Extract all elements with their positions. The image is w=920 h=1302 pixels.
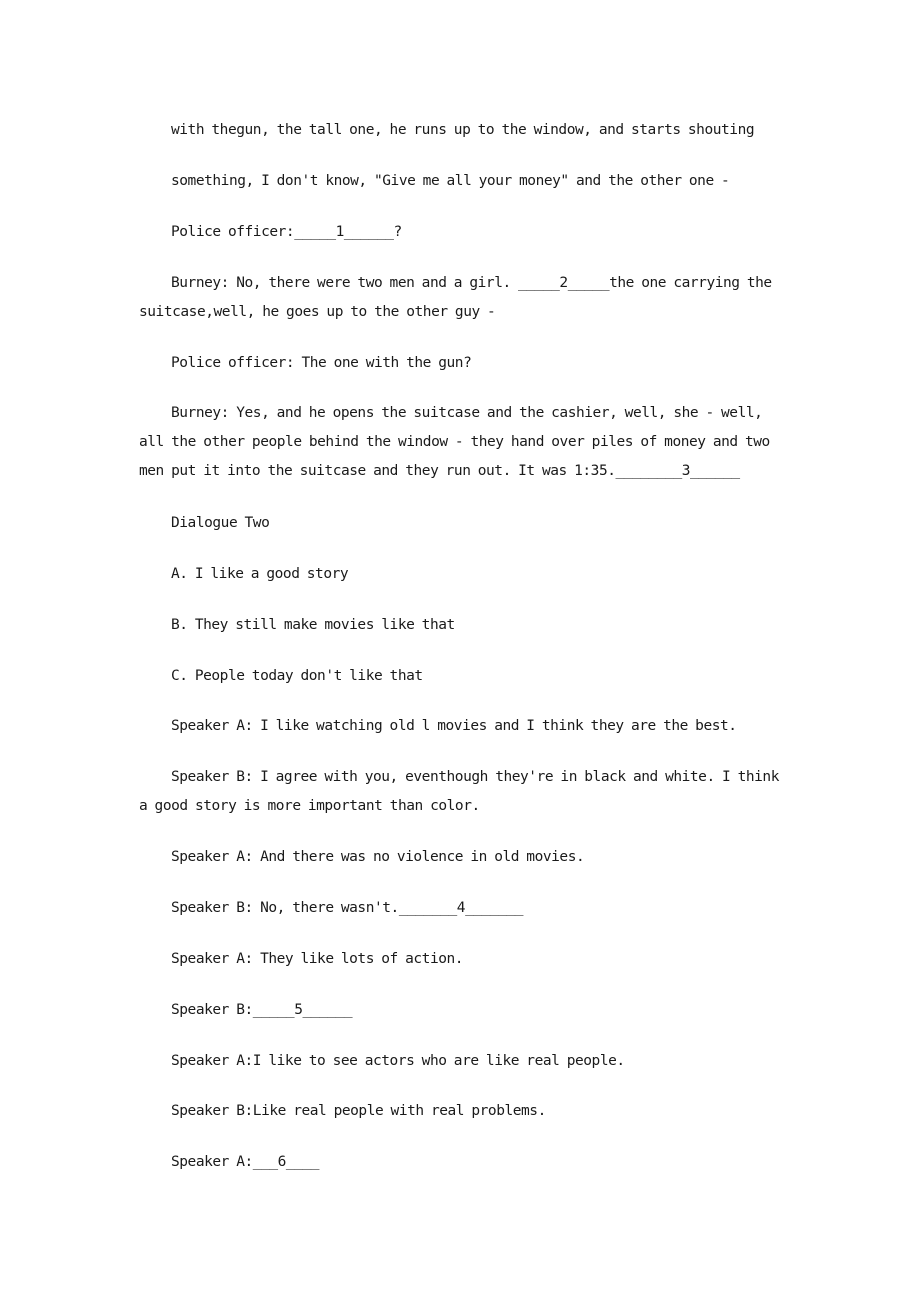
option-c: C. People today don't like that — [171, 668, 423, 684]
dialogue-line: Speaker A: I like watching old l movies and I think they are the best. — [171, 718, 737, 734]
paragraph: Burney: Yes, and he opens the suitcase and the cashier, well, she - well, all the other people behind the window - they hand over piles of money and two men put it into the suitcase and they run out. It was 1:35.________3______ — [139, 405, 770, 479]
paragraph: Police officer: The one with the gun? — [171, 355, 472, 371]
section-heading: Dialogue Two — [171, 515, 270, 531]
paragraph: with thegun, the tall one, he runs up to the window, and starts shouting — [171, 122, 755, 138]
dialogue-line: Speaker A:___6____ — [171, 1154, 320, 1170]
dialogue-line: Speaker A: And there was no violence in old movies. — [171, 849, 585, 865]
paragraph: Burney: No, there were two men and a girl. _____2_____the one carrying the suitcase,well, he goes up to the other guy - — [139, 275, 772, 320]
option-b: B. They still make movies like that — [171, 617, 455, 633]
dialogue-line: Speaker A:I like to see actors who are like real people. — [171, 1053, 625, 1069]
dialogue-line: Speaker A: They like lots of action. — [171, 951, 464, 967]
paragraph: Police officer:_____1______? — [171, 224, 402, 240]
dialogue-line: Speaker B: No, there wasn't._______4_______ — [171, 900, 524, 916]
dialogue-line: Speaker B:_____5______ — [171, 1002, 353, 1018]
dialogue-line: Speaker B: I agree with you, eventhough they're in black and white. I think a good story is more important than color. — [139, 769, 779, 814]
paragraph: something, I don't know, "Give me all your money" and the other one - — [171, 173, 730, 189]
dialogue-line: Speaker B:Like real people with real problems. — [171, 1103, 546, 1119]
option-a: A. I like a good story — [171, 566, 349, 582]
